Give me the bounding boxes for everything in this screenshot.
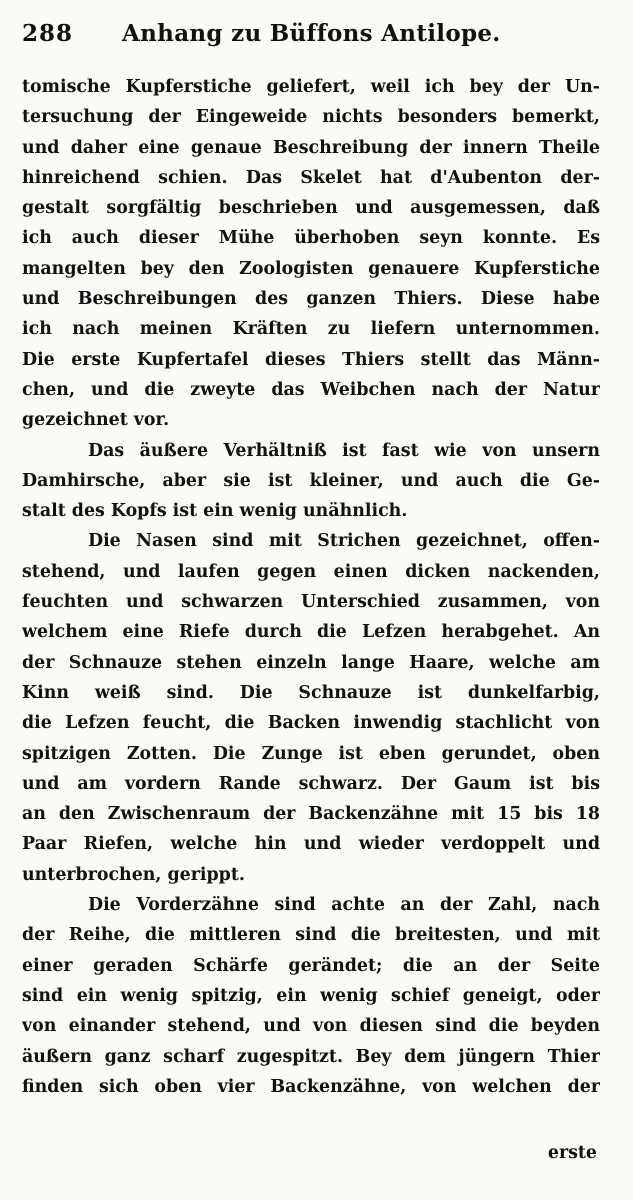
text-line: einer geraden Schärfe gerändet; die an der Seite bbox=[22, 955, 600, 976]
text-line: spitzigen Zotten. Die Zunge ist eben gerundet, oben bbox=[22, 743, 600, 764]
text-line: an den Zwischenraum der Backenzähne mit 15 bis 18 bbox=[22, 804, 600, 825]
text-line: gezeichnet vor. bbox=[22, 410, 170, 431]
text-line: und am vordern Rande schwarz. Der Gaum ist bis bbox=[22, 773, 600, 794]
text-line: stalt des Kopfs ist ein wenig unähnlich. bbox=[22, 501, 408, 522]
page-header bbox=[22, 14, 613, 54]
text-line: sind ein wenig spitzig, ein wenig schief geneigt, oder bbox=[22, 985, 600, 1006]
text-line: Die erste Kupfertafel dieses Thiers stellt das Männ- bbox=[22, 349, 600, 370]
text-line: der Schnauze stehen einzeln lange Haare, welche am bbox=[22, 652, 600, 673]
text-line: Die Nasen sind mit Strichen gezeichnet, offen- bbox=[88, 531, 600, 552]
text-line: hinreichend schien. Das Skelet hat d'Aubenton der- bbox=[22, 167, 600, 188]
text-line: mangelten bey den Zoologisten genauere Kupferstiche bbox=[22, 258, 600, 279]
text-line: stehend, und laufen gegen einen dicken nackenden, bbox=[22, 561, 600, 582]
text-line: und daher eine genaue Beschreibung der innern Theile bbox=[22, 137, 600, 158]
body-text bbox=[22, 72, 600, 1102]
running-title: Anhang zu Büffons Antilope. bbox=[122, 20, 501, 47]
text-line: unterbrochen, gerippt. bbox=[22, 864, 245, 885]
text-line: Kinn weiß sind. Die Schnauze ist dunkelfarbig, bbox=[22, 682, 600, 703]
text-line: tomische Kupferstiche geliefert, weil ich bey der Un- bbox=[22, 77, 600, 97]
text-line: chen, und die zweyte das Weibchen nach der Natur bbox=[22, 379, 600, 400]
text-line: äußern ganz scharf zugespitzt. Bey dem jüngern Thier bbox=[22, 1046, 600, 1067]
text-line: und Beschreibungen des ganzen Thiers. Diese habe bbox=[22, 289, 600, 310]
text-line: ich nach meinen Kräften zu liefern unternommen. bbox=[22, 319, 600, 340]
text-line: Damhirsche, aber sie ist kleiner, und auch die Ge- bbox=[22, 470, 600, 491]
text-line: Das äußere Verhältniß ist fast wie von unsern bbox=[88, 440, 600, 461]
text-line: welchem eine Riefe durch die Lefzen herabgehet. An bbox=[22, 622, 600, 643]
text-line: feuchten und schwarzen Unterschied zusammen, von bbox=[22, 592, 600, 613]
text-line: tersuchung der Eingeweide nichts besonders bemerkt, bbox=[22, 107, 600, 128]
text-line: von einander stehend, und von diesen sind die beyden bbox=[22, 1016, 600, 1037]
catchword: erste bbox=[547, 1143, 597, 1163]
text-line: Paar Riefen, welche hin und wieder verdoppelt und bbox=[22, 834, 600, 855]
text-line: Die Vorderzähne sind achte an der Zahl, nach bbox=[88, 895, 600, 916]
page-number: 288 bbox=[22, 20, 74, 47]
text-line: die Lefzen feucht, die Backen inwendig stachlicht von bbox=[22, 713, 600, 734]
text-line: der Reihe, die mittleren sind die breitesten, und mit bbox=[22, 925, 600, 946]
text-line: ich auch dieser Mühe überhoben seyn konnte. Es bbox=[22, 228, 600, 249]
text-line: gestalt sorgfältig beschrieben und ausgemessen, daß bbox=[22, 198, 600, 219]
text-line: finden sich oben vier Backenzähne, von welchen der bbox=[22, 1076, 600, 1097]
